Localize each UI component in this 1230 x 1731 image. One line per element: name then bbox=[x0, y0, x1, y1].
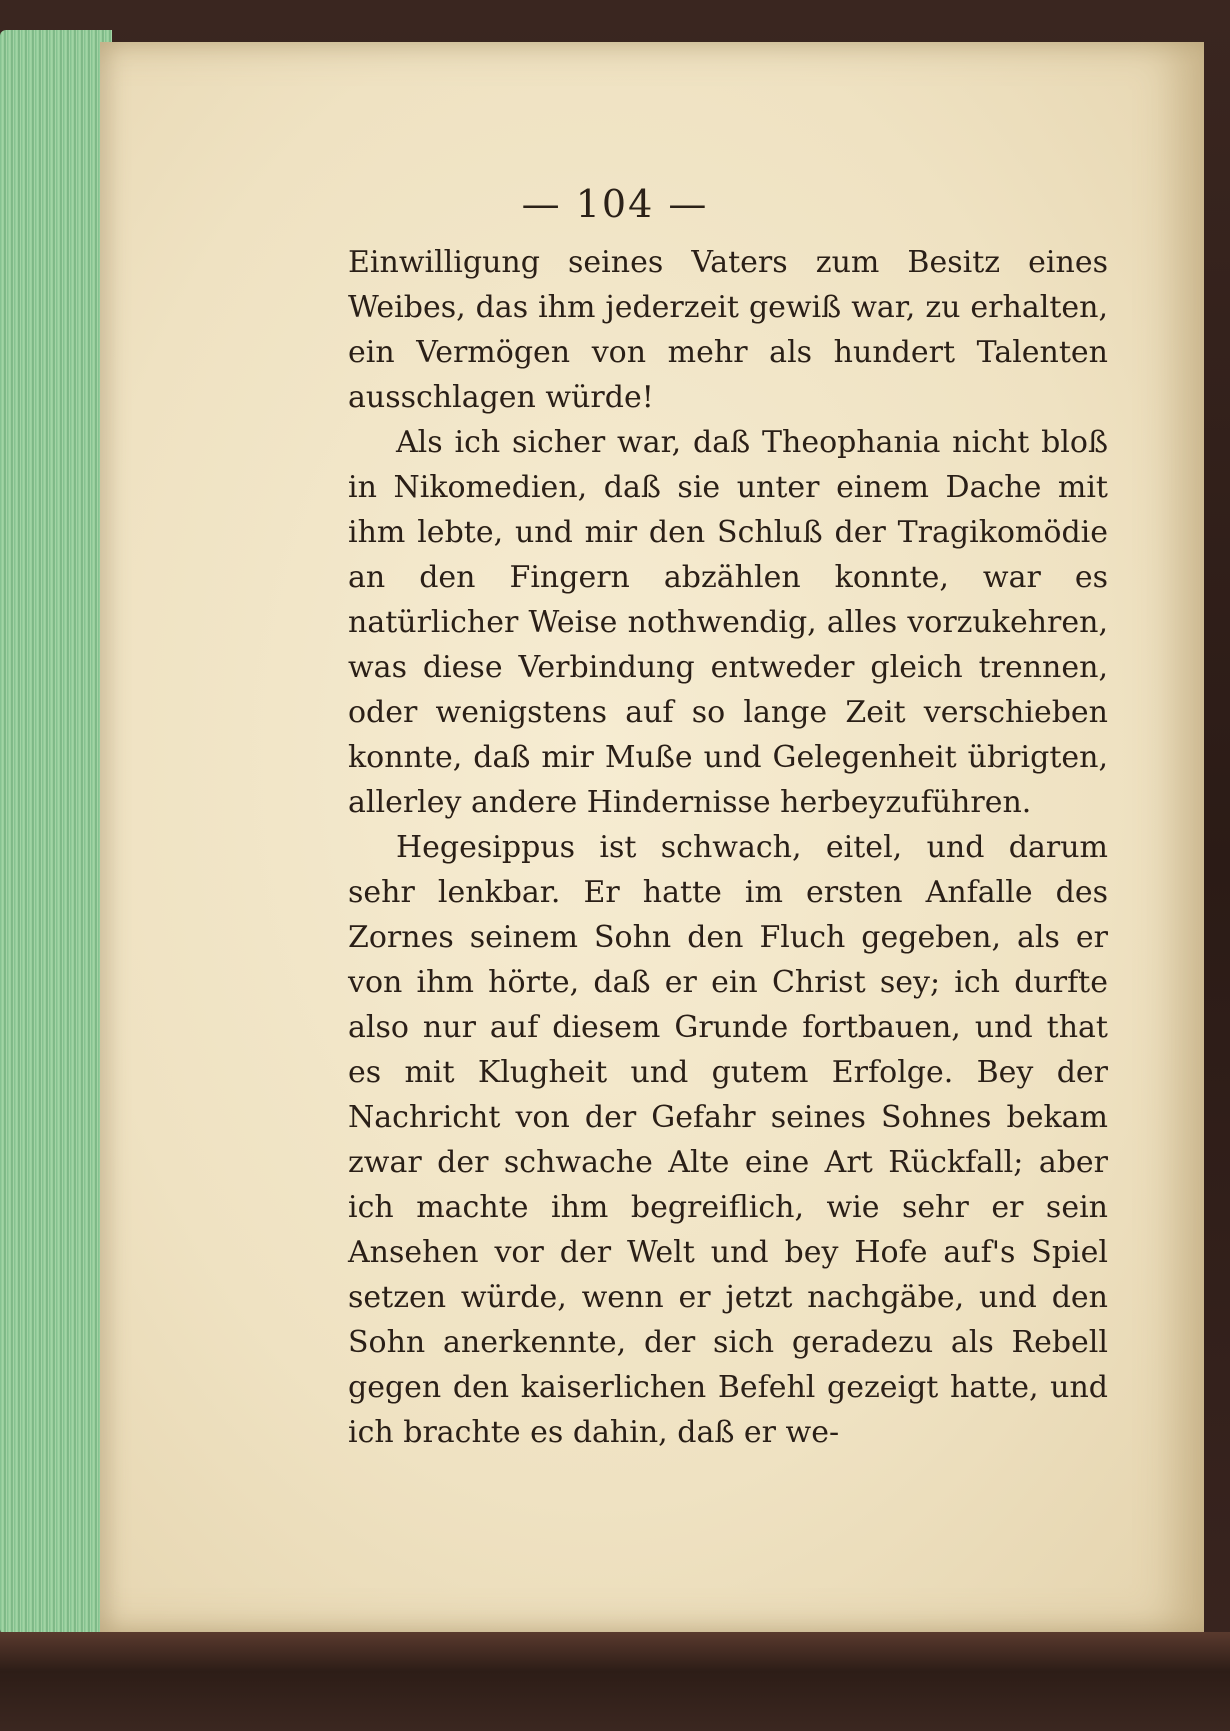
page-number: — 104 — bbox=[521, 182, 709, 226]
book-bottom-edge bbox=[0, 1632, 1230, 1731]
paragraph-2: Als ich sicher war, daß Theophania nicht bloß in Nikomedien, daß sie unter einem Dache mit ihm lebte, und mir den Schluß der Tragikomödie an den Fingern abzählen konnte, war es natürlicher Weise nothwendig, alles vorzukehren, was diese Verbindung entweder gleich trennen, oder wenigstens auf so lange Zeit verschieben konnte, daß mir Muße und Gelegenheit übrigten, allerley andere Hindernisse herbeyzuführen. bbox=[348, 425, 1108, 820]
body-text bbox=[348, 240, 1108, 1455]
page-edges bbox=[0, 30, 112, 1635]
paragraph-1: Einwilligung seines Vaters zum Besitz eines Weibes, das ihm jederzeit gewiß war, zu erhalten, ein Vermögen von mehr als hundert Talenten ausschlagen würde! bbox=[348, 245, 1108, 415]
paragraph-3: Hegesippus ist schwach, eitel, und darum sehr lenkbar. Er hatte im ersten Anfalle des Zornes seinem Sohn den Fluch gegeben, als er von ihm hörte, daß er ein Christ sey; ich durfte also nur auf diesem Grunde fortbauen, und that es mit Klugheit und gutem Erfolge. Bey der Nachricht von der Gefahr seines Sohnes bekam zwar der schwache Alte eine Art Rückfall; aber ich machte ihm begreiflich, wie sehr er sein Ansehen vor der Welt und bey Hofe auf's Spiel setzen würde, wenn er jetzt nachgäbe, und den Sohn anerkennte, der sich geradezu als Rebell gegen den kaiserlichen Befehl gezeigt hatte, und ich brachte es dahin, daß er we- bbox=[348, 830, 1108, 1450]
